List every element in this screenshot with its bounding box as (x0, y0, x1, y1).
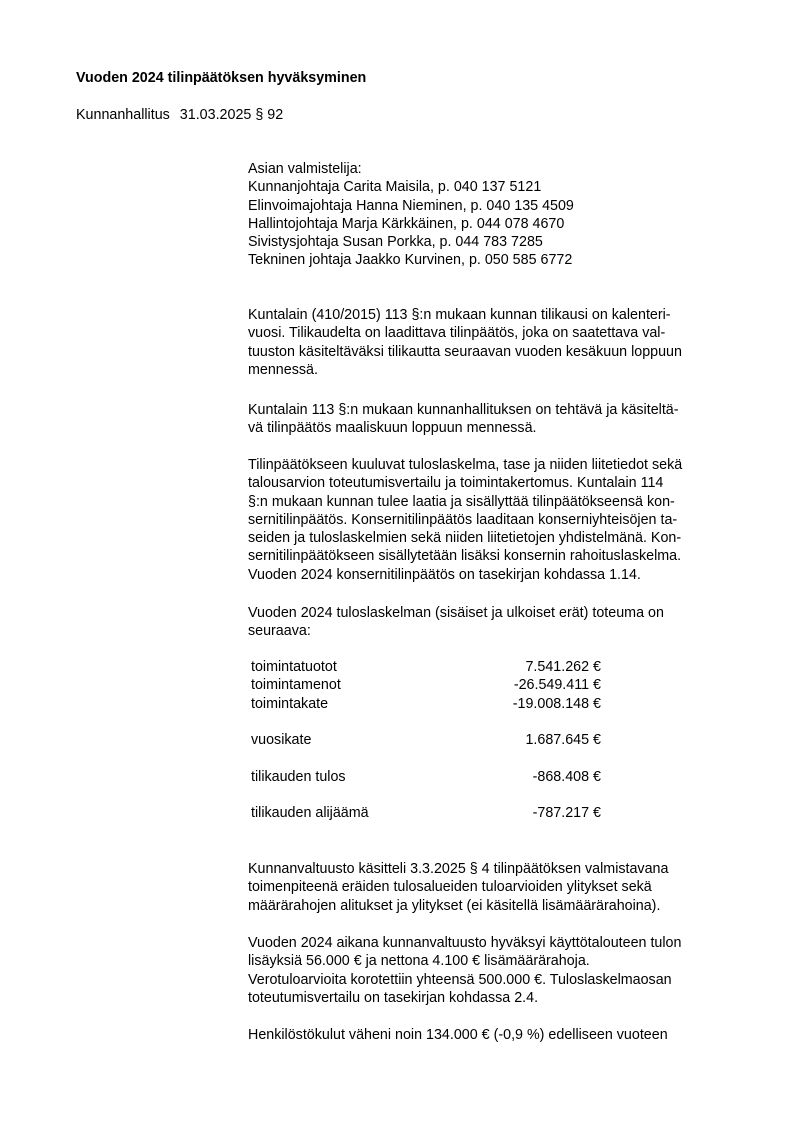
meeting-body: Kunnanhallitus (76, 107, 170, 123)
table-row (251, 658, 601, 676)
paragraph-line: Vuoden 2024 aikana kunnanvaltuusto hyväksyi käyttötalouteen tulon (248, 935, 682, 951)
paragraph-line: sernitilinpäätös. Konsernitilinpäätös laaditaan konserniyhteisöjen ta- (248, 511, 678, 528)
paragraph-budget-changes (248, 934, 738, 1007)
paragraph-personnel-costs (248, 1026, 738, 1044)
document-title: Vuoden 2024 tilinpäätöksen hyväksyminen (76, 70, 367, 86)
paragraph-line: seuraava: (248, 623, 311, 640)
paragraph-line: Vuoden 2024 konsernitilinpäätös on tasekirjan kohdassa 1.14. (248, 566, 641, 583)
table-row (251, 695, 601, 713)
row-label: toimintakate (251, 695, 329, 712)
row-label: tilikauden tulos (251, 768, 346, 785)
paragraph-line: tuuston käsiteltäväksi tilikautta seuraavan vuoden kesäkuun loppuun (248, 343, 682, 360)
preparers-heading: Asian valmistelija: (248, 161, 362, 177)
paragraph-line: Kuntalain 113 §:n mukaan kunnanhallituksen on tehtävä ja käsiteltä- (248, 402, 679, 418)
preparer-line: Kunnanjohtaja Carita Maisila, p. 040 137 5121 (248, 179, 542, 196)
row-value: -26.549.411 € (513, 677, 601, 694)
table-row (251, 768, 601, 786)
table-row (251, 804, 601, 822)
preparers-block (248, 160, 738, 270)
paragraph-line: Henkilöstökulut väheni noin 134.000 € (-0,9 %) edelliseen vuoteen (248, 1027, 668, 1043)
paragraph-line: §:n mukaan kunnan tulee laatia ja sisällyttää tilinpäätökseensä kon- (248, 493, 675, 510)
paragraph-line: talousarvion toteutumisvertailu ja toimintakertomus. Kuntalain 114 (248, 475, 664, 492)
meeting-date: 31.03.2025 (179, 107, 252, 123)
preparer-line: Hallintojohtaja Marja Kärkkäinen, p. 044 078 4670 (248, 215, 565, 232)
row-value: -868.408 € (532, 768, 601, 785)
paragraph-fiscal-period (248, 306, 738, 379)
paragraph-line: mennessä. (248, 361, 318, 378)
row-value: -787.217 € (532, 805, 601, 822)
paragraph-contents (248, 456, 738, 584)
table-row (251, 731, 601, 749)
row-value: 1.687.645 € (525, 732, 601, 749)
paragraph-line: Vuoden 2024 tuloslaskelman (sisäiset ja ulkoiset erät) toteuma on (248, 605, 664, 621)
paragraph-line: vä tilinpäätös maaliskuun loppuun mennessä. (248, 420, 537, 437)
row-label: vuosikate (251, 732, 312, 749)
paragraph-line: sernitilinpäätökseen sisällytetään lisäksi konsernin rahoituslaskelma. (248, 548, 682, 565)
paragraph-income-intro (248, 604, 738, 641)
meeting-reference (76, 106, 293, 124)
paragraph-line: lisäyksiä 56.000 € ja nettona 4.100 € lisämäärärahoja. (248, 953, 590, 970)
table-row (251, 676, 601, 694)
meeting-section: § 92 (255, 107, 284, 123)
preparer-line: Sivistysjohtaja Susan Porkka, p. 044 783 7285 (248, 234, 543, 251)
preparer-line: Elinvoimajohtaja Hanna Nieminen, p. 040 135 4509 (248, 197, 574, 214)
paragraph-board-duty (248, 401, 738, 438)
paragraph-line: toimenpiteenä eräiden tulosalueiden tuloarvioiden ylitykset sekä (248, 879, 652, 896)
row-value: 7.541.262 € (525, 659, 601, 675)
row-label: tilikauden alijäämä (251, 805, 369, 822)
paragraph-line: vuosi. Tilikaudelta on laadittava tilinpäätös, joka on saatettava val- (248, 325, 666, 342)
row-value: -19.008.148 € (512, 695, 601, 712)
row-label: toimintatuotot (251, 659, 337, 675)
paragraph-line: Verotuloarvioita korotettiin yhteensä 500.000 €. Tuloslaskelmaosan (248, 971, 672, 988)
paragraph-line: Tilinpäätökseen kuuluvat tuloslaskelma, tase ja niiden liitetiedot sekä (248, 457, 683, 473)
paragraph-council-decision (248, 860, 738, 915)
income-statement-table (251, 658, 601, 823)
paragraph-line: toteutumisvertailu on tasekirjan kohdassa 2.4. (248, 989, 539, 1006)
paragraph-line: seiden ja tuloslaskelmien sekä niiden liitetietojen yhdistelmänä. Kon- (248, 530, 682, 547)
paragraph-line: määrärahojen alitukset ja ylitykset (ei käsitellä lisämäärärahoina). (248, 897, 661, 914)
paragraph-line: Kuntalain (410/2015) 113 §:n mukaan kunnan tilikausi on kalenteri- (248, 307, 671, 323)
preparer-line: Tekninen johtaja Jaakko Kurvinen, p. 050 585 6772 (248, 252, 573, 269)
paragraph-line: Kunnanvaltuusto käsitteli 3.3.2025 § 4 tilinpäätöksen valmistavana (248, 861, 669, 877)
row-label: toimintamenot (251, 677, 341, 694)
